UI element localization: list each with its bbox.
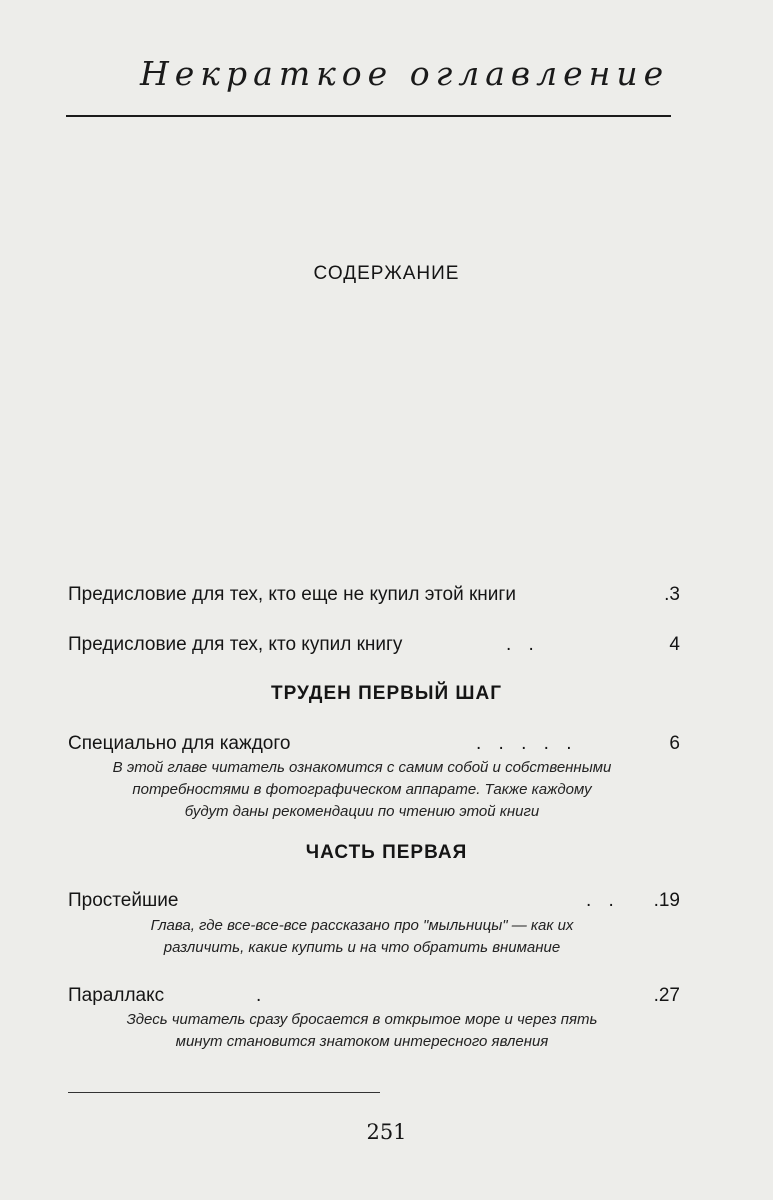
contents-title: СОДЕРЖАНИЕ (313, 263, 460, 284)
section-heading-part-one: ЧАСТЬ ПЕРВАЯ (305, 842, 468, 863)
toc-entry-title: Предисловие для тех, кто еще не купил этой книги (68, 584, 516, 605)
toc-entry-leader: . . . . . (476, 733, 578, 754)
header-rule (66, 115, 671, 117)
toc-entry-leader: . (256, 985, 268, 1006)
toc-entry-note: В этой главе читатель ознакомится с самим собой и собственными потребностями в фотографическом аппарате. Также каждому будут даны рекомендации по чтению этой книги (112, 759, 612, 820)
page-number: 251 (366, 1120, 407, 1144)
section-heading-first-step: ТРУДЕН ПЕРВЫЙ ШАГ (271, 683, 502, 704)
running-header: Некраткое оглавление (140, 54, 670, 93)
toc-entry-title: Простейшие (68, 890, 179, 911)
toc-entry-title: Специально для каждого (68, 733, 291, 754)
toc-entry-page: .19 (653, 890, 680, 911)
toc-entry-page: .27 (653, 985, 680, 1006)
toc-entry-leader: . . (586, 890, 620, 911)
toc-entry-page: 6 (669, 733, 680, 754)
toc-entry-note: Здесь читатель сразу бросается в открытое море и через пять минут становится знатоком интересного явления (126, 1011, 598, 1050)
toc-entry-page: .3 (664, 584, 680, 605)
toc-entry-leader: . . (506, 634, 540, 655)
footer-rule (68, 1092, 380, 1093)
toc-entry-note: Глава, где все-все-все рассказано про "мыльницы" — как их различить, какие купить и на что обратить внимание (150, 917, 574, 956)
toc-entry-page: 4 (669, 634, 680, 655)
toc-entry-title: Предисловие для тех, кто купил книгу (68, 634, 403, 655)
toc-entry-title: Параллакс (68, 985, 165, 1006)
